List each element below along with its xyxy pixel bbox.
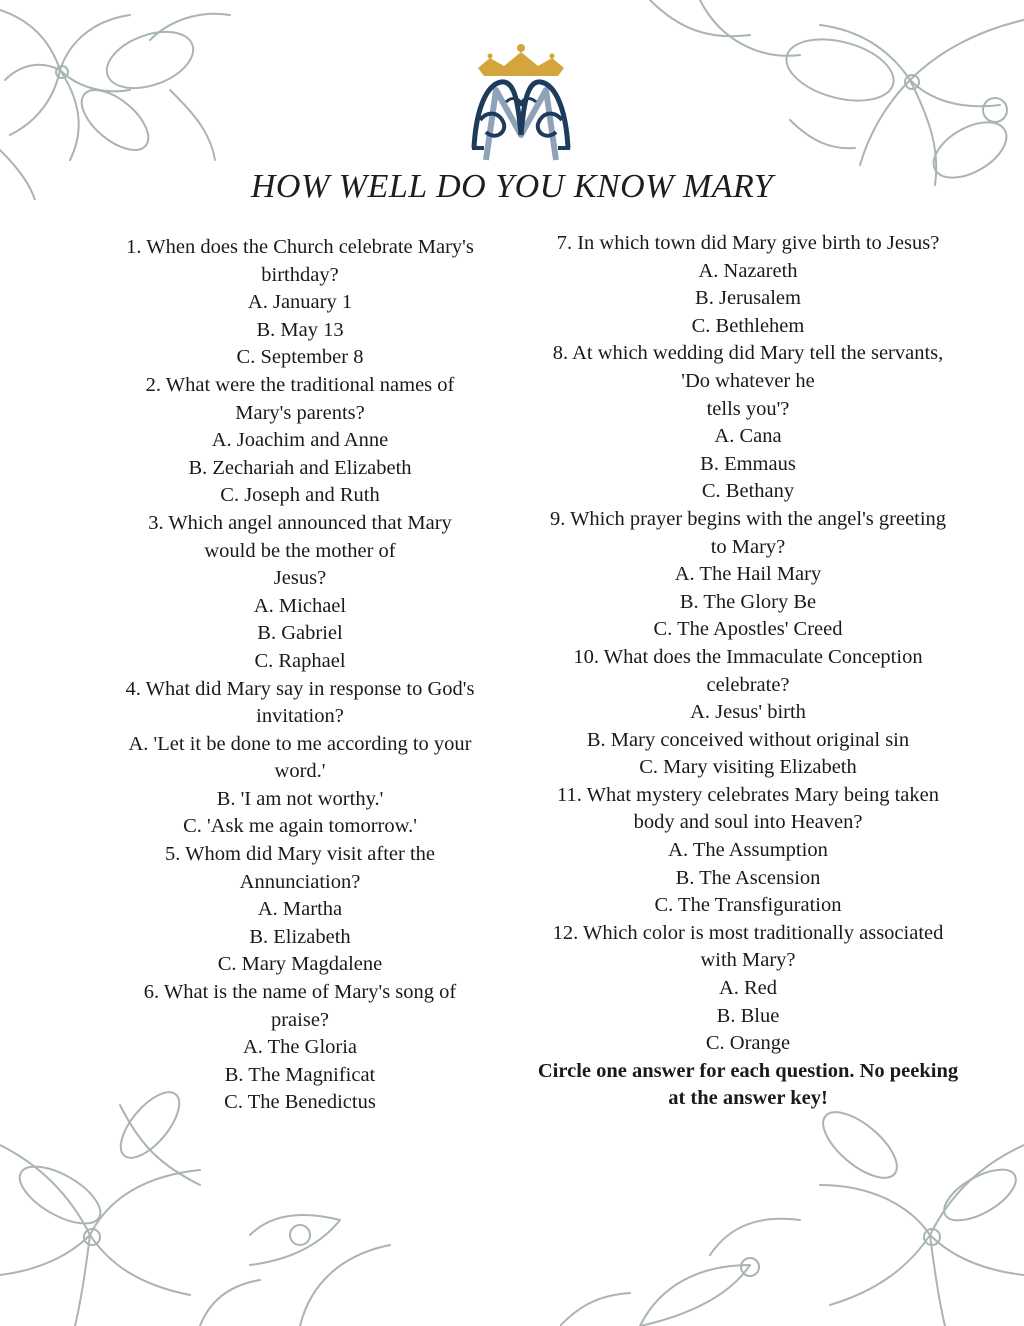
answer-option: A. January 1 xyxy=(247,291,353,314)
answer-option: A. Red xyxy=(718,977,778,1000)
answer-option: A. Martha xyxy=(257,898,343,921)
question-line: 10. What does the Immaculate Conception xyxy=(573,645,923,668)
answer-option: B. May 13 xyxy=(256,318,344,341)
answer-option: C. Mary visiting Elizabeth xyxy=(639,756,857,779)
answer-option: A. Nazareth xyxy=(698,259,798,282)
answer-option: C. Bethany xyxy=(701,480,795,503)
question-line: would be the mother of xyxy=(204,539,396,562)
question-line: Mary's parents? xyxy=(235,401,365,424)
question-line: invitation? xyxy=(256,705,344,728)
answer-option: B. The Magnificat xyxy=(224,1063,376,1086)
question-line: 11. What mystery celebrates Mary being taken xyxy=(557,783,939,806)
question-line: 9. Which prayer begins with the angel's greeting xyxy=(549,507,947,530)
answer-option: C. 'Ask me again tomorrow.' xyxy=(183,815,417,838)
answer-option: C. Bethlehem xyxy=(691,314,805,337)
question-line: 4. What did Mary say in response to God's xyxy=(125,677,475,700)
question-line: to Mary? xyxy=(710,535,786,558)
question-line: Jesus? xyxy=(273,567,327,590)
question-line: birthday? xyxy=(261,263,339,286)
answer-option: A. 'Let it be done to me according to your xyxy=(128,732,472,755)
question-line: 8. At which wedding did Mary tell the servants, xyxy=(552,342,944,365)
question-line: Annunciation? xyxy=(239,870,361,893)
answer-option: A. The Gloria xyxy=(242,1036,358,1059)
answer-option: C. Mary Magdalene xyxy=(217,953,383,976)
answer-option: A. Michael xyxy=(253,594,347,617)
answer-option: B. The Ascension xyxy=(675,866,821,889)
floral-corner-top-right-icon xyxy=(640,0,1024,190)
question-line: 3. Which angel announced that Mary xyxy=(148,511,452,534)
question-line: body and soul into Heaven? xyxy=(633,811,863,834)
floral-bottom-left-icon xyxy=(0,1085,420,1326)
instruction-note: at the answer key! xyxy=(668,1087,828,1110)
answer-option: B. Jerusalem xyxy=(695,287,801,310)
answer-option: A. The Assumption xyxy=(668,839,828,862)
answer-option: B. Emmaus xyxy=(700,452,796,475)
question-line: 7. In which town did Mary give birth to Jesus? xyxy=(556,232,940,254)
answer-option: A. Jesus' birth xyxy=(690,701,806,724)
answer-option: C. Joseph and Ruth xyxy=(220,484,380,507)
answer-option: B. Zechariah and Elizabeth xyxy=(188,456,412,479)
answer-option: A. Joachim and Anne xyxy=(211,429,389,452)
question-line: 6. What is the name of Mary's song of xyxy=(143,981,457,1004)
question-line: tells you'? xyxy=(706,397,790,420)
answer-option: B. 'I am not worthy.' xyxy=(216,787,384,810)
answer-option: B. Mary conceived without original sin xyxy=(586,728,910,751)
answer-option: C. Orange xyxy=(705,1032,791,1055)
auspice-maria-monogram-icon xyxy=(466,40,576,168)
answer-option: C. The Transfiguration xyxy=(654,894,842,917)
answer-option: C. Raphael xyxy=(254,649,346,672)
question-line: praise? xyxy=(270,1008,330,1031)
answer-option: B. Gabriel xyxy=(257,622,343,645)
instruction-note: Circle one answer for each question. No peeking xyxy=(537,1059,959,1082)
answer-option: C. September 8 xyxy=(236,346,364,369)
question-line: 5. Whom did Mary visit after the xyxy=(164,843,436,866)
questions-column-right xyxy=(514,230,982,1113)
answer-option: B. Blue xyxy=(716,1004,780,1027)
question-line: 1. When does the Church celebrate Mary's xyxy=(126,236,474,258)
question-line: with Mary? xyxy=(700,949,796,972)
answer-option: C. The Apostles' Creed xyxy=(653,618,843,641)
page-title: HOW WELL DO YOU KNOW MARY xyxy=(250,168,774,205)
question-line: 'Do whatever he xyxy=(681,369,815,392)
questions-column-left xyxy=(98,234,502,1117)
answer-option: A. Cana xyxy=(714,425,782,448)
answer-option: A. The Hail Mary xyxy=(674,563,822,586)
question-line: celebrate? xyxy=(706,673,790,696)
answer-option: C. The Benedictus xyxy=(224,1091,376,1114)
question-line: 12. Which color is most traditionally associated xyxy=(552,921,944,944)
floral-bottom-right-icon xyxy=(560,1105,1024,1326)
answer-option: B. Elizabeth xyxy=(249,925,351,948)
answer-option: B. The Glory Be xyxy=(679,590,817,613)
question-line: word.' xyxy=(274,760,326,783)
question-line: 2. What were the traditional names of xyxy=(145,373,455,396)
